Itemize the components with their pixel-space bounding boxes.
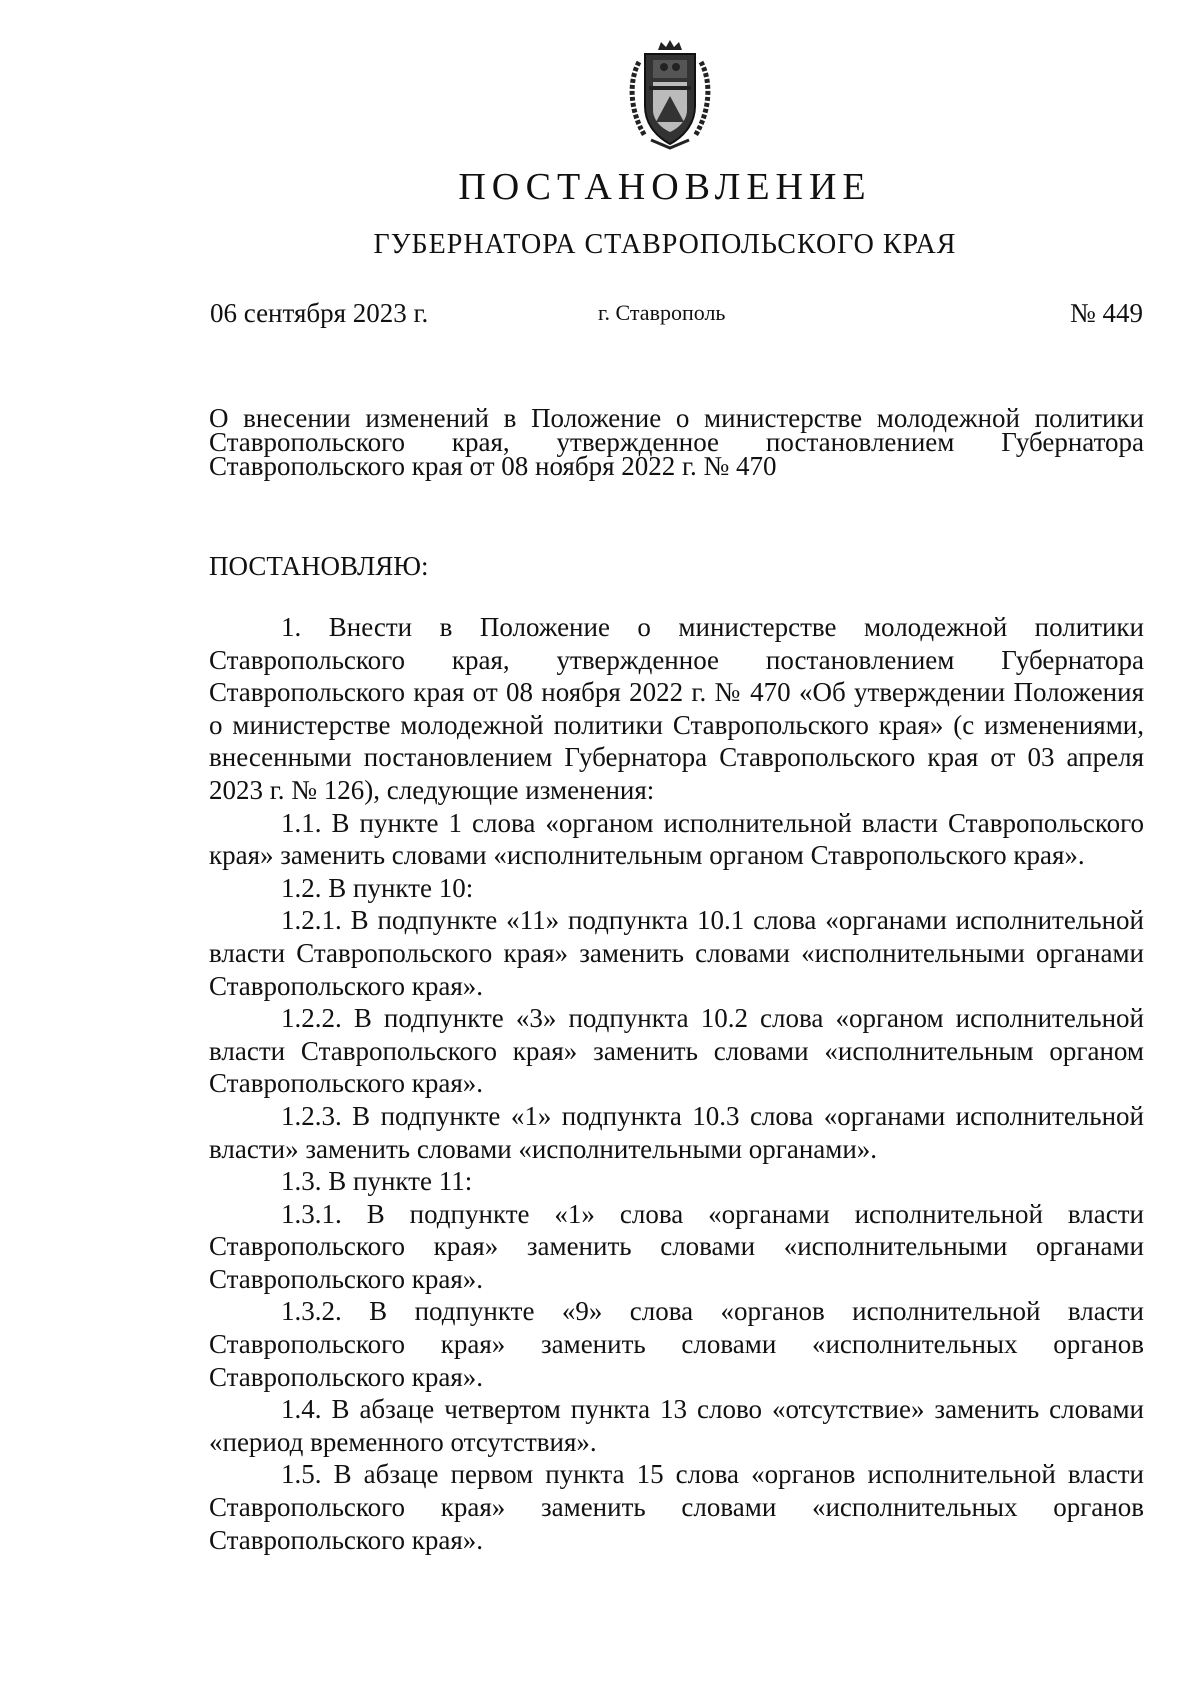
paragraph-1-3-2: 1.3.2. В подпункте «9» слова «органов исполнительной власти Ставропольского края» заменить словами «исполнительных органов Ставропольского края». — [209, 1296, 1144, 1392]
paragraph-1-5: 1.5. В абзаце первом пункта 15 слова «органов исполнительной власти Ставропольского края» заменить словами «исполнительных органов Ставропольского края». — [209, 1459, 1144, 1555]
decree-operative-word: ПОСТАНОВЛЯЮ: — [209, 551, 429, 581]
paragraph-1-2-2: 1.2.2. В подпункте «3» подпункта 10.2 слова «органом исполнительной власти Ставропольского края» заменить словами «исполнительным органом Ставропольского края». — [209, 1003, 1144, 1099]
decree-date: 06 сентября 2023 г. — [210, 298, 429, 328]
paragraph-1-2-3: 1.2.3. В подпункте «1» подпункта 10.3 слова «органами исполнительной власти» заменить словами «исполнительными органами». — [209, 1100, 1144, 1164]
paragraph-1: 1. Внести в Положение о министерстве молодежной политики Ставропольского края, утвержденное постановлением Губернатора Ставропольского края от 08 ноября 2022 г. № 470 «Об утверждении Положения о министерстве молодежной политики Ставропольского края» (с изменениями, внесенными постановлением Губернатора Ставропольского края от 03 апреля 2023 г. № 126), следующие изменения: — [209, 612, 1144, 805]
coat-of-arms-emblem — [625, 40, 715, 150]
decree-city: г. Ставрополь — [598, 300, 726, 325]
decree-body — [209, 611, 1144, 1556]
paragraph-1-2-1: 1.2.1. В подпункте «11» подпункта 10.1 слова «органами исполнительной власти Ставропольского края» заменить словами «исполнительными органами Ставропольского края». — [209, 905, 1144, 1001]
document-type-title: ПОСТАНОВЛЕНИЕ — [458, 166, 872, 208]
paragraph-1-2: 1.2. В пункте 10: — [281, 872, 474, 903]
paragraph-1-4: 1.4. В абзаце четвертом пункта 13 слово «отсутствие» заменить словами «период временного отсутствия». — [209, 1394, 1144, 1457]
decree-subject: О внесении изменений в Положение о министерстве молодежной политики Ставропольского края, утвержденное постановлением Губернатора Ставропольского края от 08 ноября 2022 г. № 470 — [209, 403, 1144, 481]
decree-number: № 449 — [1069, 298, 1143, 328]
paragraph-1-1: 1.1. В пункте 1 слова «органом исполнительной власти Ставропольского края» заменить словами «исполнительным органом Ставропольского края». — [209, 807, 1144, 871]
paragraph-1-3-1: 1.3.1. В подпункте «1» слова «органами исполнительной власти Ставропольского края» заменить словами «исполнительными органами Ставропольского края». — [209, 1198, 1144, 1294]
issuer-title: ГУБЕРНАТОРА СТАВРОПОЛЬСКОГО КРАЯ — [373, 229, 957, 260]
paragraph-1-3: 1.3. В пункте 11: — [281, 1166, 473, 1197]
